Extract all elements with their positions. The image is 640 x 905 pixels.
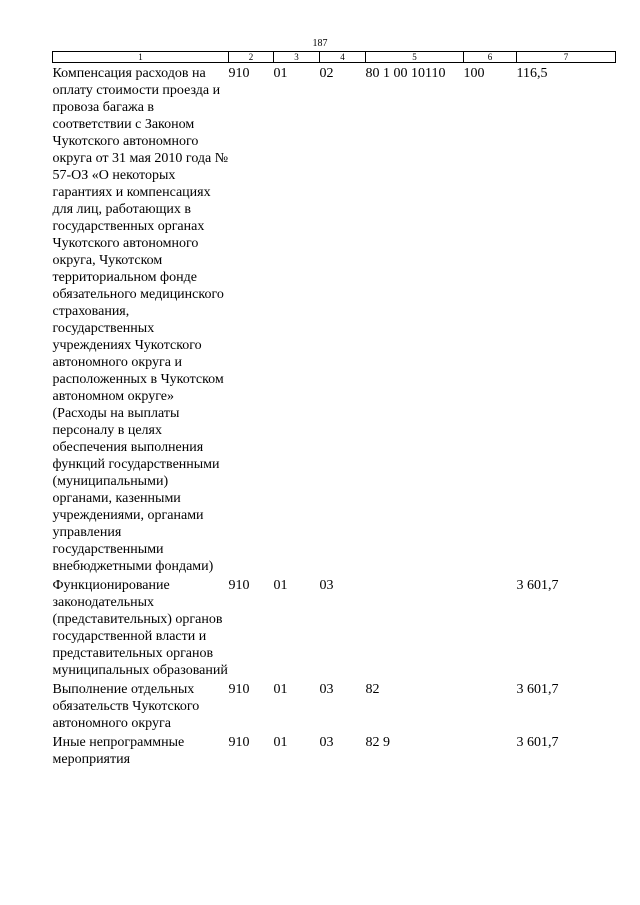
row-ministry: 910 [228,682,250,697]
table-row [53,63,616,576]
page-number: 187 [312,38,328,49]
row-ministry: 910 [228,66,250,81]
column-number: 3 [274,52,320,63]
row-amount: 116,5 [516,66,548,81]
budget-table [52,51,616,768]
row-subsection: 03 [319,578,334,593]
column-number: 5 [366,52,464,63]
table-row [53,732,616,768]
row-name: Выполнение отдельных обязательств Чукотского автономного округа [52,682,200,731]
row-target-article [366,575,464,679]
row-amount: 3 601,7 [516,578,559,593]
row-ministry: 910 [228,578,250,593]
row-subsection: 02 [319,66,334,81]
row-section: 01 [273,735,288,750]
row-target-article: 80 1 00 10110 [365,66,446,81]
row-subsection: 03 [319,735,334,750]
row-section: 01 [273,578,288,593]
row-subsection: 03 [319,682,334,697]
row-name: Компенсация расходов на оплату стоимости проезда и провоза багажа в соответствии с Законом Чукотского автономного округа от 31 мая 2010 года № 57-ОЗ «О некоторых гарантиях и компенсациях для лиц, работающих в государственных органах Чукотского автономного округа, Чукотском территориальном фонде обязательного медицинского страхования, государственных учреждениях Чукотского автономного округа и расположенных в Чукотском автономном округе» (Расходы на выплаты персоналу в целях обеспечения выполнения функций государственными (муниципальными) органами, казенными учреждениями, органами управления государственными внебюджетными фондами) [52,66,229,574]
column-number: 4 [320,52,366,63]
row-expense-type: 100 [463,66,485,81]
row-expense-type [464,732,517,768]
row-name: Иные непрограммные мероприятия [52,735,185,767]
row-section: 01 [273,66,288,81]
row-expense-type [464,679,517,732]
row-amount: 3 601,7 [516,735,559,750]
table-row [53,679,616,732]
row-amount: 3 601,7 [516,682,559,697]
row-expense-type [464,575,517,679]
column-number: 6 [464,52,517,63]
column-number: 1 [53,52,229,63]
column-number-row [53,52,616,63]
row-section: 01 [273,682,288,697]
column-number: 2 [229,52,274,63]
column-number: 7 [517,52,616,63]
row-target-article: 82 9 [365,735,390,750]
row-target-article: 82 [365,682,380,697]
table-row [53,575,616,679]
row-name: Функционирование законодательных (представительных) органов государственной власти и представительных органов муниципальных образований [52,578,228,678]
row-ministry: 910 [228,735,250,750]
